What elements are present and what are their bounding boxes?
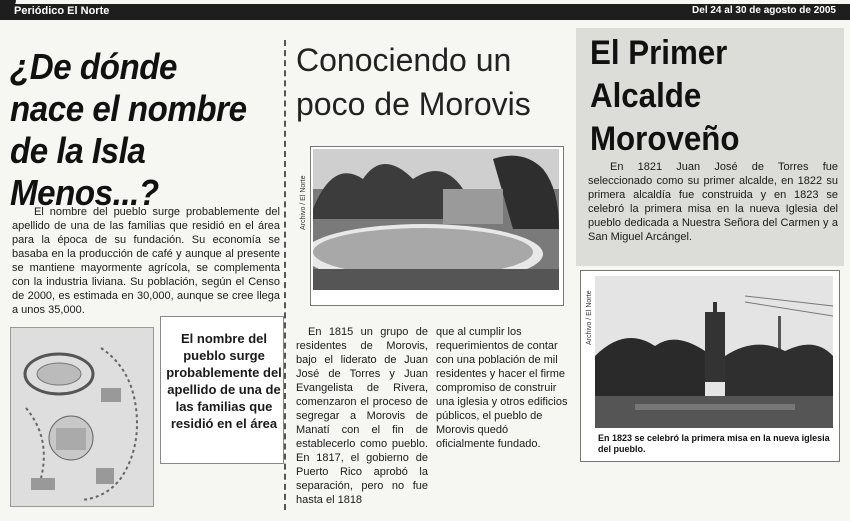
newspaper-name: Periódico El Norte [14,5,110,17]
pullquote-text: El nombre del pueblo surge probablemente del apellido de una de las familias que residió en el área [166,331,282,431]
map-illustration [11,328,153,506]
church-photo [595,276,833,428]
plaza-illustration [313,149,559,290]
column-divider [284,40,286,510]
town-map-image [10,327,154,507]
article3-body: En 1821 Juan José de Torres fue seleccionado como su primer alcalde, en 1822 su primera alcaldía fue construida y en 1823 se celebró la primera misa en la nueva Iglesia del pueblo dedicada a Nuestra Señora del Carmen y a San Miguel Arcángel. [588,161,838,243]
church-illustration [595,276,833,428]
plaza-photo [313,149,559,290]
article2-body-col1: En 1815 un grupo de residentes de Morovis, bajo el liderato de Juan José de Torres y Juan Evangelista de Rivera, comenzaron el proceso de segregar a Morovis de Manatí con el fin de establecerlo como pueblo. En 1817, el gobierno de Puerto Rico aprobó la separación, pero no fue hasta el 1818 [296,326,428,506]
article2-body-col2: que al cumplir los requerimientos de contar con una población de mil residentes y hacer el firme compromiso de construir una iglesia y otros edificios públicos, el pueblo de Morovis quedó oficialmente fundado. [436,326,568,450]
church-photo-caption: En 1823 se celebró la primera misa en la nueva iglesia del pueblo. [598,433,830,454]
plaza-photo-credit: Archivo / El Norte [300,175,307,230]
issue-dates: Del 24 al 30 de agosto de 2005 [692,5,836,16]
article3-title: El Primer Alcalde Moroveño [590,34,740,158]
article1-body: El nombre del pueblo surge probablemente del apellido de una de las familias que residió en el área para la época de su fundación. Su economía se basaba en la producción de café y aunque al presente se mantiene mayormente agrícola, se complementa con la industria liviana. Su población, según el Censo de 2000, es estimada en 30,000, aunque se cree llega a unos 35,000. [12,206,280,316]
plaza-photo-caption: Morovis quedó oficialmente fundado en el 1818. [318,291,524,301]
article2-title: Conociendo un poco de Morovis [296,42,531,122]
article1-title: ¿De dónde nace el nombre de la Isla Menos...? [10,46,247,213]
church-photo-credit: Archivo / El Norte [586,290,593,345]
